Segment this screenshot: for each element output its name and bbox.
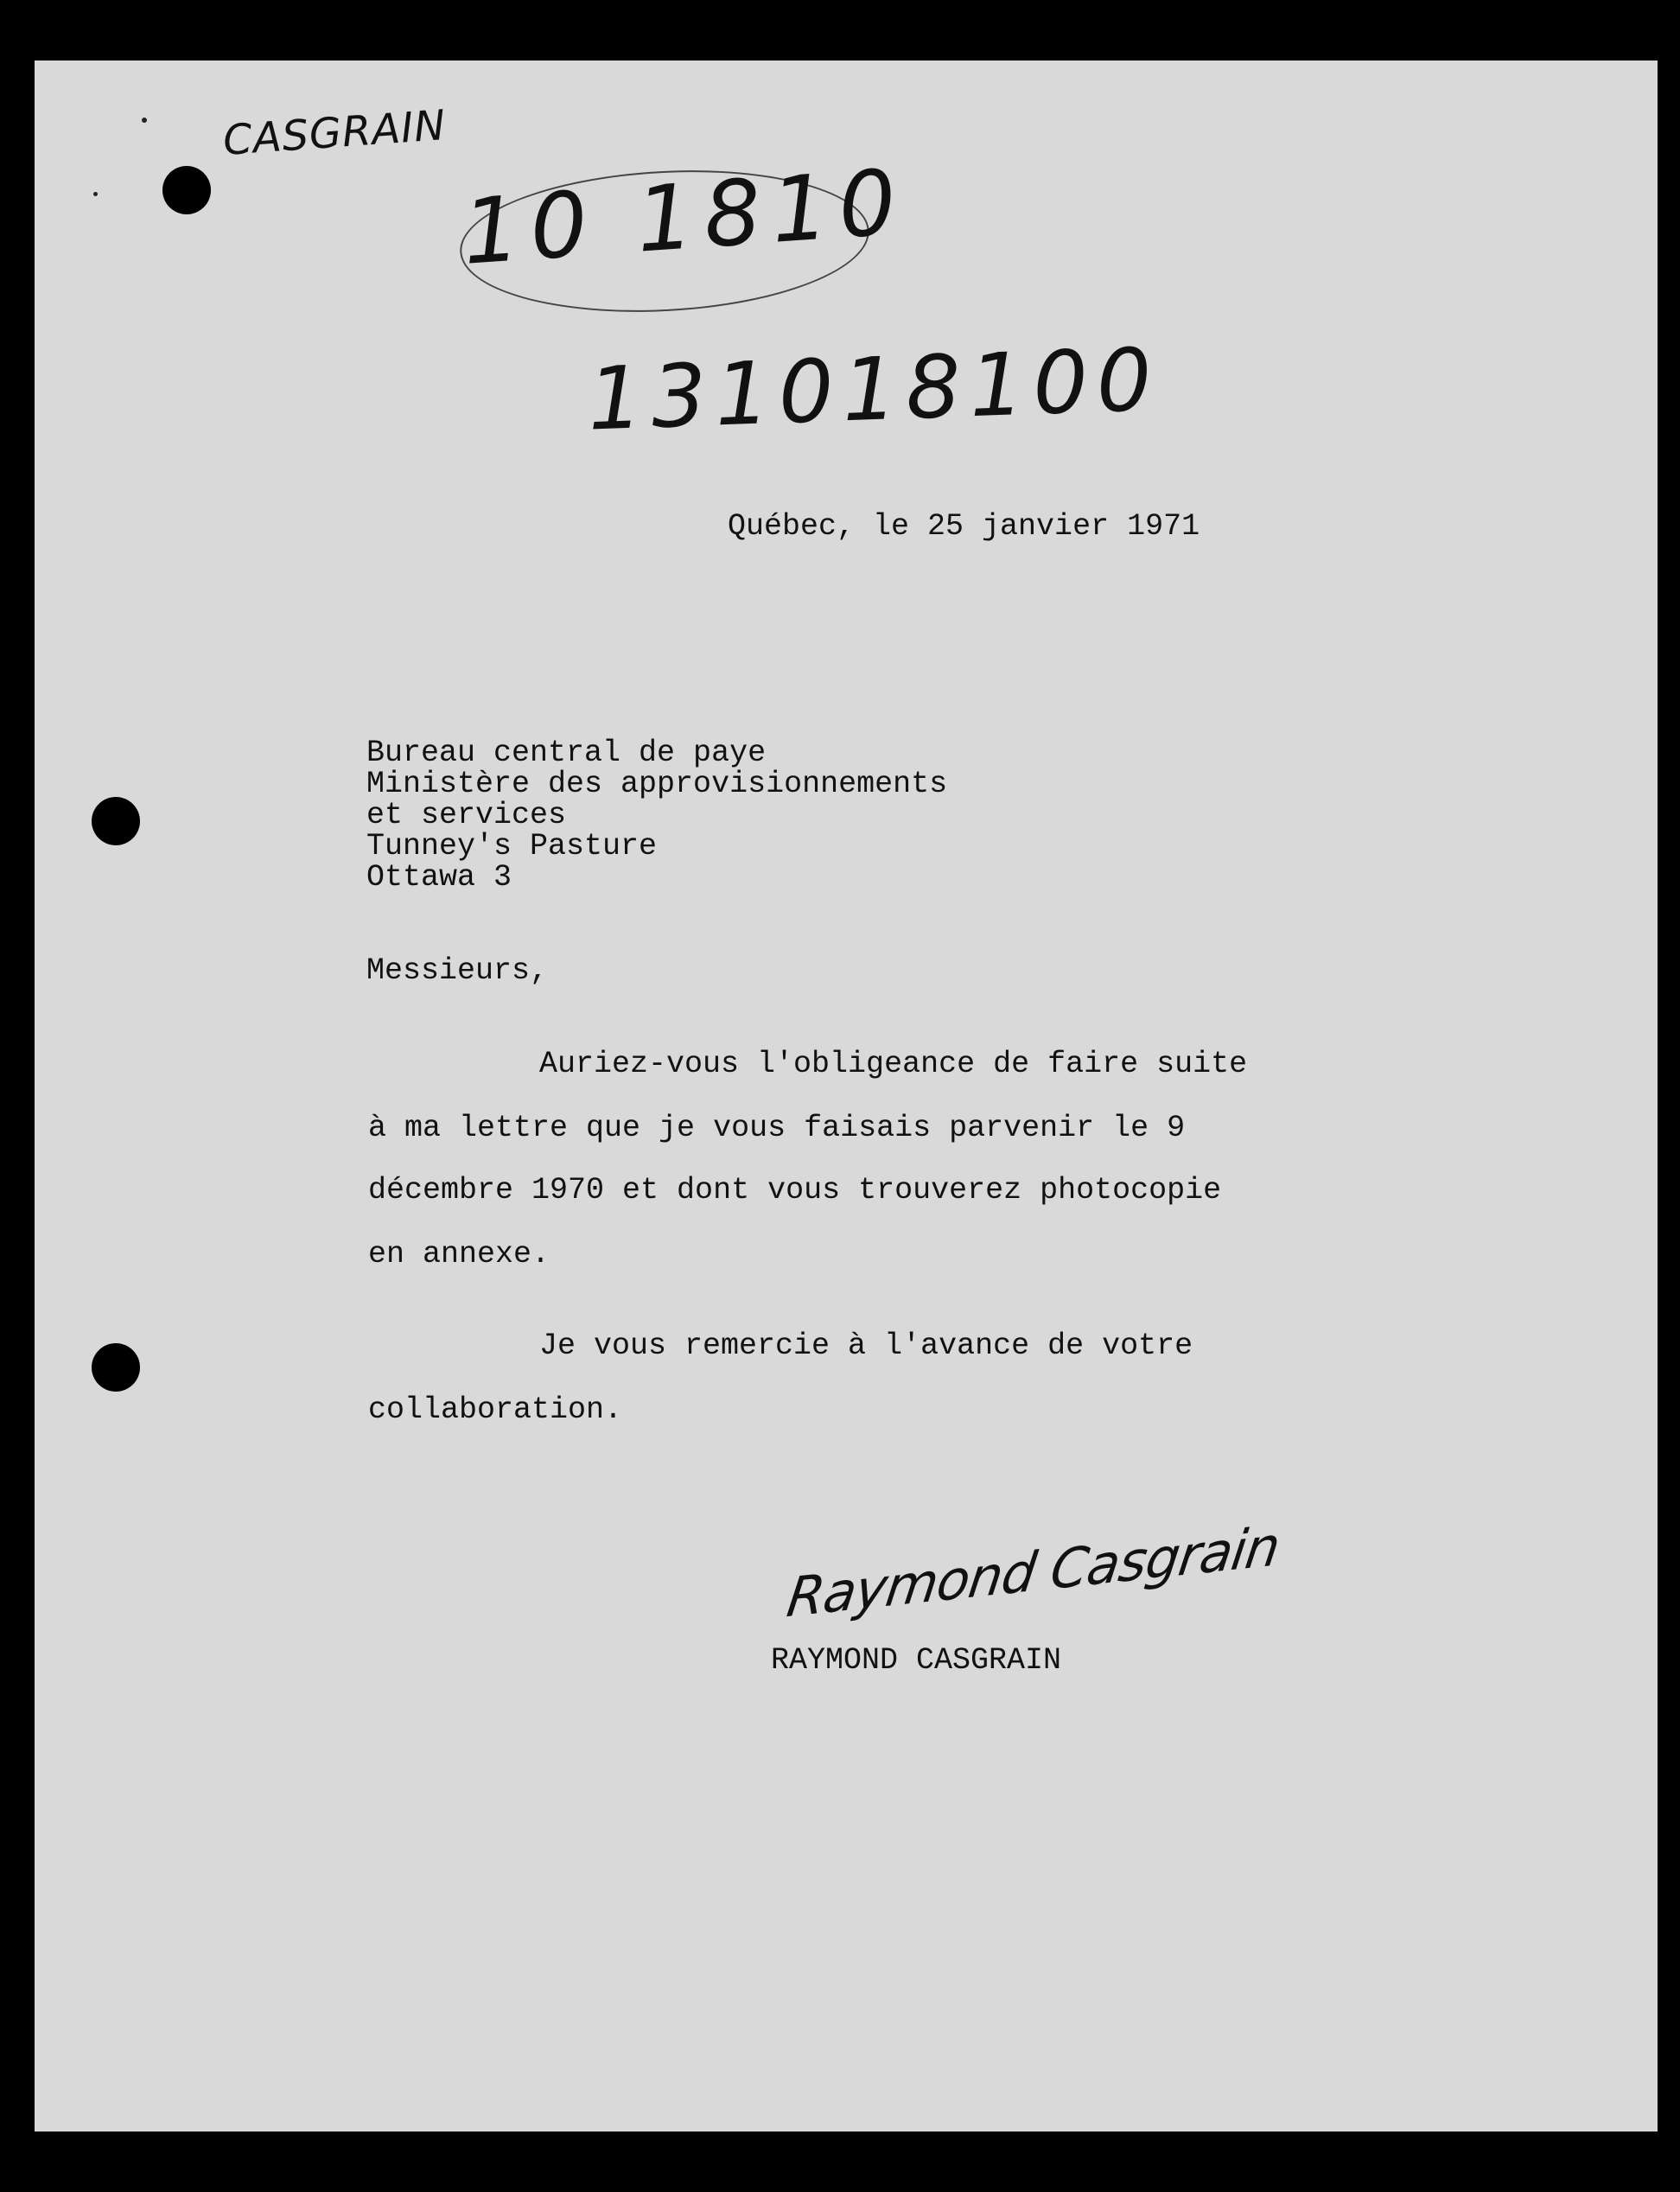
- punch-hole-top: [162, 166, 211, 214]
- ink-dot: [93, 192, 98, 196]
- body-line: en annexe.: [368, 1237, 550, 1271]
- body-line: à ma lettre que je vous faisais parvenir le 9: [368, 1111, 1186, 1145]
- address-line: Ministère des approvisionnements: [366, 767, 948, 801]
- ink-dot: [142, 118, 147, 123]
- handwritten-file-number-circled: 10 1810: [459, 149, 910, 285]
- punch-hole-middle: [92, 797, 140, 845]
- salutation: Messieurs,: [366, 953, 549, 988]
- date-line: Québec, le 25 janvier 1971: [728, 509, 1200, 544]
- body-line: collaboration.: [368, 1392, 623, 1427]
- handwritten-file-number: 131018100: [586, 328, 1162, 450]
- address-line: Ottawa 3: [366, 860, 512, 895]
- body-line: décembre 1970 et dont vous trouverez photocopie: [368, 1173, 1222, 1208]
- handwritten-signature: Raymond Casgrain: [783, 1513, 1284, 1630]
- punch-hole-bottom: [92, 1343, 140, 1392]
- letter-page: [35, 61, 1658, 2131]
- handwritten-name-note: CASGRAIN: [221, 101, 448, 165]
- address-line: et services: [366, 798, 567, 832]
- body-line: Je vous remercie à l'avance de votre: [539, 1329, 1193, 1363]
- typed-signature: RAYMOND CASGRAIN: [771, 1643, 1062, 1678]
- address-line: Bureau central de paye: [366, 736, 767, 770]
- address-line: Tunney's Pasture: [366, 829, 658, 863]
- body-line: Auriez-vous l'obligeance de faire suite: [539, 1047, 1248, 1081]
